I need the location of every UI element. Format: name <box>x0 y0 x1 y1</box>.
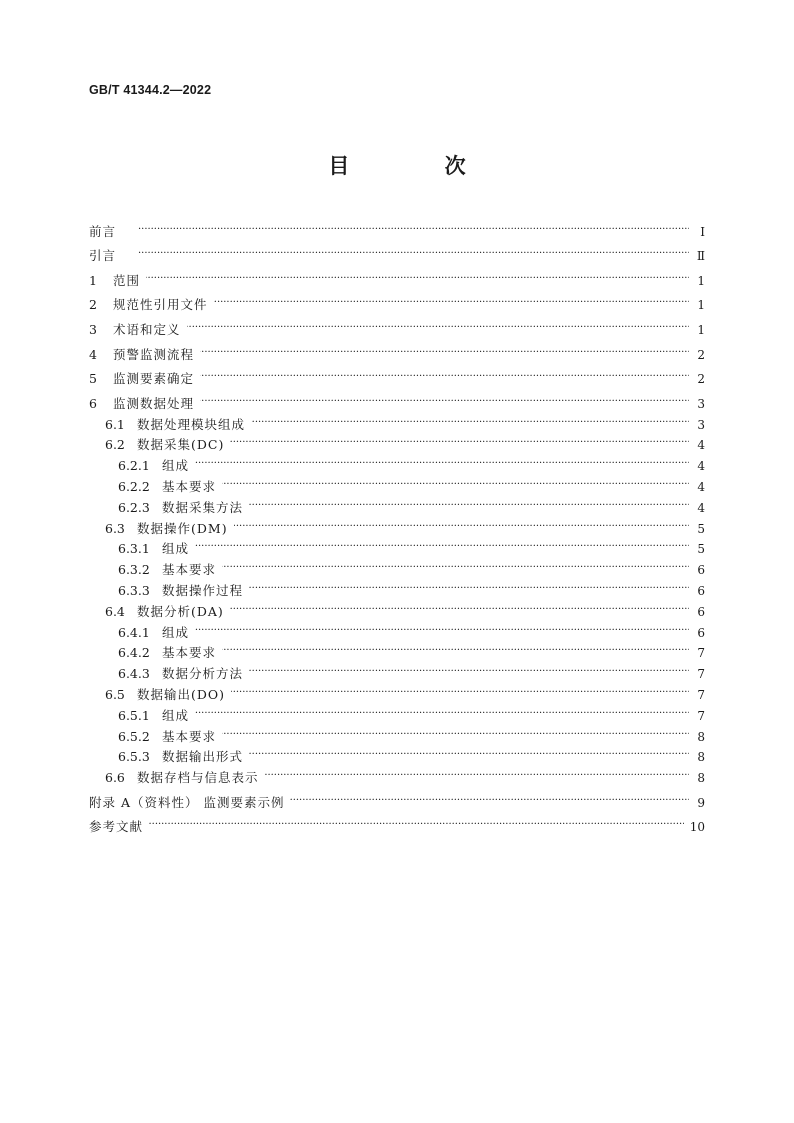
toc-leader-dots <box>195 541 689 557</box>
toc-entry-page: 8 <box>697 750 705 765</box>
toc-entry-title: 基本要求 <box>162 645 217 661</box>
toc-leader-dots <box>251 417 689 433</box>
toc-entry[interactable] <box>89 495 705 516</box>
toc-leader-dots <box>249 583 689 599</box>
toc-entry-number: 6.4.3 <box>118 666 150 682</box>
toc-entry-page: 7 <box>697 708 705 723</box>
toc-entry-title: 组成 <box>162 624 190 640</box>
toc-entry[interactable] <box>89 703 705 724</box>
toc-leader-dots <box>222 645 689 661</box>
toc-entry-number: 6.5 <box>105 686 125 702</box>
toc-entry-title: 参考文献 <box>89 819 144 835</box>
toc-entry-page: 7 <box>697 646 705 661</box>
toc-leader-dots <box>122 248 689 264</box>
toc-leader-dots <box>222 479 689 495</box>
toc-entry-number: 6.3 <box>105 520 125 536</box>
toc-entry-title: 数据操作(DM) <box>137 520 228 536</box>
toc-entry-number: 3 <box>89 321 97 337</box>
toc-entry-page: Ⅰ <box>700 224 705 239</box>
toc-entry-number: 2 <box>89 297 97 313</box>
toc-entry[interactable] <box>89 724 705 745</box>
toc-entry-title: 术语和定义 <box>113 321 181 337</box>
toc-entry-title: 监测要素确定 <box>113 371 195 387</box>
toc-entry[interactable] <box>89 433 705 454</box>
toc-entry-number: 4 <box>89 346 97 362</box>
toc-entry[interactable] <box>89 363 705 388</box>
toc-entry[interactable] <box>89 264 705 289</box>
toc-entry-page: 8 <box>697 729 705 744</box>
toc-entry[interactable] <box>89 620 705 641</box>
toc-entry-number: 6.2.3 <box>118 499 150 515</box>
toc-entry-number: 6.4.1 <box>118 624 150 640</box>
toc-entry-page: 2 <box>697 347 705 362</box>
toc-entry[interactable] <box>89 682 705 703</box>
toc-entry-page: 2 <box>697 372 705 387</box>
toc-entry-title: 数据分析(DA) <box>137 603 224 619</box>
toc-entry-title: 数据采集方法 <box>162 499 244 515</box>
toc-leader-dots <box>234 521 689 537</box>
toc-leader-dots <box>231 687 689 703</box>
toc-entry-number: 5 <box>89 371 97 387</box>
toc-leader-dots <box>200 347 689 363</box>
toc-leader-dots <box>249 500 689 516</box>
toc-leader-dots <box>146 273 689 289</box>
toc-entry-title: 基本要求 <box>162 478 217 494</box>
toc-entry[interactable] <box>89 811 705 836</box>
toc-entry-number: 6.1 <box>105 416 125 432</box>
toc-entry[interactable] <box>89 661 705 682</box>
toc-entry-title: 数据分析方法 <box>162 666 244 682</box>
toc-entry[interactable] <box>89 313 705 338</box>
toc-leader-dots <box>249 666 689 682</box>
toc-entry-number: 6.4 <box>105 603 125 619</box>
toc-entry-title: 数据操作过程 <box>162 582 244 598</box>
toc-entry-title: 基本要求 <box>162 562 217 578</box>
toc-entry-page: 1 <box>697 273 705 288</box>
toc-entry-title: 数据处理模块组成 <box>137 416 246 432</box>
toc-entry-number: 6.5.1 <box>118 707 150 723</box>
toc-leader-dots <box>214 297 689 313</box>
toc-entry-number: 6.3.1 <box>118 541 150 557</box>
toc-entry-page: 4 <box>697 479 705 494</box>
toc-entry[interactable] <box>89 474 705 495</box>
toc-entry-title: 数据输出形式 <box>162 749 244 765</box>
toc-entry[interactable] <box>89 387 705 412</box>
toc-entry-page: 6 <box>697 604 705 619</box>
toc-entry[interactable] <box>89 453 705 474</box>
toc-entry-page: 6 <box>697 583 705 598</box>
toc-entry-page: 7 <box>697 687 705 702</box>
toc-entry-page: 4 <box>697 500 705 515</box>
toc-entry-page: 9 <box>697 795 705 810</box>
toc-entry[interactable] <box>89 599 705 620</box>
standard-number: GB/T 41344.2—2022 <box>89 83 212 97</box>
toc-entry-title: 数据输出(DO) <box>137 686 226 702</box>
toc-entry-page: 6 <box>697 625 705 640</box>
toc-entry-number: 6.2.2 <box>118 478 150 494</box>
toc-leader-dots <box>122 224 689 240</box>
toc-entry-page: 8 <box>697 771 705 786</box>
toc-leader-dots <box>200 371 689 387</box>
toc-entry-title: 组成 <box>162 707 190 723</box>
toc-entry-page: 3 <box>697 396 705 411</box>
toc-entry-number: 6 <box>89 395 97 411</box>
toc-entry-title: 组成 <box>162 458 190 474</box>
toc-entry[interactable] <box>89 289 705 314</box>
toc-leader-dots <box>290 795 689 811</box>
toc-leader-dots <box>222 729 689 745</box>
toc-entry-number: 6.5.2 <box>118 728 150 744</box>
toc-entry-title: 前言 <box>89 223 117 239</box>
toc-entry[interactable] <box>89 745 705 766</box>
toc-entry[interactable] <box>89 641 705 662</box>
toc-entry-number: 1 <box>89 272 97 288</box>
toc-leader-dots <box>249 749 689 765</box>
toc-leader-dots <box>187 322 689 338</box>
toc-entry-page: Ⅱ <box>696 249 705 264</box>
toc-entry-title: 附录 A（资料性） 监测要素示例 <box>89 794 285 810</box>
toc-entry-page: 4 <box>697 459 705 474</box>
toc-entry-page: 6 <box>697 563 705 578</box>
toc-entry-title: 数据采集(DC) <box>137 437 225 453</box>
toc-leader-dots <box>230 437 689 453</box>
toc-entry-page: 4 <box>697 438 705 453</box>
toc-entry[interactable] <box>89 765 705 786</box>
toc-entry-page: 1 <box>697 298 705 313</box>
toc-leader-dots <box>195 458 689 474</box>
toc-entry-title: 基本要求 <box>162 728 217 744</box>
toc-entry-page: 7 <box>697 667 705 682</box>
table-of-contents <box>89 215 705 835</box>
toc-entry-title: 组成 <box>162 541 190 557</box>
toc-entry-number: 6.3.3 <box>118 582 150 598</box>
toc-entry[interactable] <box>89 578 705 599</box>
toc-entry[interactable] <box>89 786 705 811</box>
toc-leader-dots <box>222 562 689 578</box>
toc-entry-page: 5 <box>697 521 705 536</box>
toc-entry[interactable] <box>89 537 705 558</box>
toc-entry-page: 5 <box>697 542 705 557</box>
toc-entry-number: 6.4.2 <box>118 645 150 661</box>
toc-entry-number: 6.3.2 <box>118 562 150 578</box>
toc-entry-number: 6.2.1 <box>118 458 150 474</box>
toc-entry[interactable] <box>89 516 705 537</box>
toc-leader-dots <box>195 625 689 641</box>
toc-entry-page: 3 <box>697 417 705 432</box>
toc-entry[interactable] <box>89 215 705 240</box>
toc-entry[interactable] <box>89 557 705 578</box>
toc-entry-title: 范围 <box>113 272 141 288</box>
toc-leader-dots <box>265 770 689 786</box>
toc-entry[interactable] <box>89 338 705 363</box>
page-title: 目 次 <box>328 154 510 178</box>
toc-entry-page: 1 <box>697 322 705 337</box>
toc-entry-title: 规范性引用文件 <box>113 297 208 313</box>
toc-entry-number: 6.2 <box>105 437 125 453</box>
toc-entry-title: 引言 <box>89 248 117 264</box>
toc-leader-dots <box>230 604 689 620</box>
toc-entry-title: 预警监测流程 <box>113 346 195 362</box>
toc-entry-number: 6.6 <box>105 770 125 786</box>
toc-leader-dots <box>149 819 684 835</box>
toc-entry-title: 数据存档与信息表示 <box>137 770 259 786</box>
toc-entry-page: 10 <box>689 820 705 835</box>
toc-leader-dots <box>200 396 689 412</box>
toc-entry[interactable] <box>89 240 705 265</box>
toc-entry-number: 6.5.3 <box>118 749 150 765</box>
toc-entry-title: 监测数据处理 <box>113 395 195 411</box>
toc-entry[interactable] <box>89 412 705 433</box>
toc-leader-dots <box>195 708 689 724</box>
